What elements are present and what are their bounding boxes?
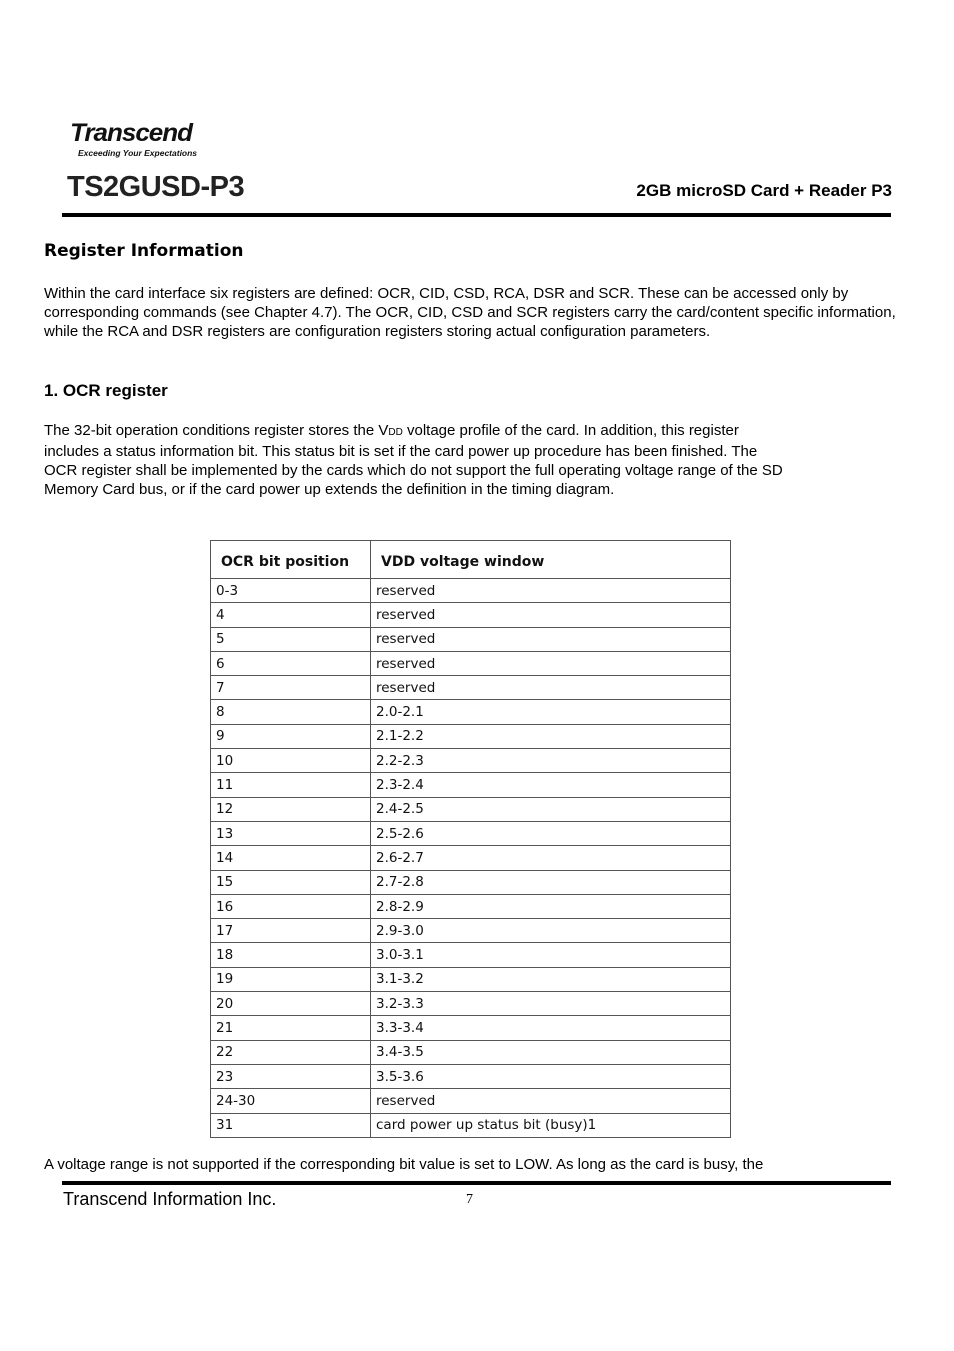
bit-position-cell: 17 bbox=[211, 919, 371, 943]
bit-position-cell: 9 bbox=[211, 724, 371, 748]
voltage-window-cell: 2.8-2.9 bbox=[371, 894, 731, 918]
header-rule bbox=[62, 213, 891, 217]
bit-position-cell: 21 bbox=[211, 1016, 371, 1040]
product-name: 2GB microSD Card + Reader P3 bbox=[636, 181, 892, 200]
bit-position-cell: 22 bbox=[211, 1040, 371, 1064]
voltage-window-cell: 3.4-3.5 bbox=[371, 1040, 731, 1064]
voltage-window-cell: reserved bbox=[371, 1089, 731, 1113]
voltage-window-cell: reserved bbox=[371, 651, 731, 675]
voltage-window-cell: 2.9-3.0 bbox=[371, 919, 731, 943]
voltage-window-cell: 2.3-2.4 bbox=[371, 773, 731, 797]
voltage-window-cell: 2.6-2.7 bbox=[371, 846, 731, 870]
bit-position-cell: 20 bbox=[211, 992, 371, 1016]
table-row bbox=[211, 943, 731, 967]
bit-position-cell: 15 bbox=[211, 870, 371, 894]
voltage-window-cell: reserved bbox=[371, 676, 731, 700]
footer-rule bbox=[62, 1181, 891, 1185]
voltage-window-cell: 2.0-2.1 bbox=[371, 700, 731, 724]
table-row bbox=[211, 870, 731, 894]
ocr-paragraph-end: voltage profile of the card. In addition, this register includes a status information bit. This status bit is set if the card power up procedure has been finished. The OCR register shall be implemented by the cards which do not support the full operating voltage range of the SD Memory Card bus, or if the card power up extends the definition in the timing diagram. bbox=[44, 422, 783, 498]
table-row bbox=[211, 676, 731, 700]
section-title: Register Information bbox=[44, 241, 244, 261]
bit-position-cell: 8 bbox=[211, 700, 371, 724]
table-row bbox=[211, 919, 731, 943]
table-row bbox=[211, 579, 731, 603]
bit-position-cell: 18 bbox=[211, 943, 371, 967]
voltage-window-cell: 2.4-2.5 bbox=[371, 797, 731, 821]
table-row bbox=[211, 967, 731, 991]
ocr-heading: 1. OCR register bbox=[44, 381, 168, 400]
table-row bbox=[211, 992, 731, 1016]
voltage-window-cell: 3.3-3.4 bbox=[371, 1016, 731, 1040]
vdd-subscript: DD bbox=[388, 427, 403, 438]
footer-company: Transcend Information Inc. bbox=[63, 1189, 277, 1209]
bit-position-cell: 16 bbox=[211, 894, 371, 918]
table-row bbox=[211, 627, 731, 651]
column-header-bit-position: OCR bit position bbox=[211, 541, 371, 579]
page-number: 7 bbox=[466, 1192, 473, 1207]
bit-position-cell: 13 bbox=[211, 821, 371, 845]
logo-tagline: Exceeding Your Expectations bbox=[78, 148, 198, 158]
model-number: TS2GUSD-P3 bbox=[67, 171, 245, 203]
bit-position-cell: 7 bbox=[211, 676, 371, 700]
ocr-paragraph-start: The 32-bit operation conditions register stores the V bbox=[44, 422, 389, 439]
voltage-window-cell: 3.5-3.6 bbox=[371, 1064, 731, 1088]
table-row bbox=[211, 846, 731, 870]
bit-position-cell: 12 bbox=[211, 797, 371, 821]
table-row bbox=[211, 1016, 731, 1040]
bit-position-cell: 31 bbox=[211, 1113, 371, 1137]
bit-position-cell: 14 bbox=[211, 846, 371, 870]
voltage-window-cell: 3.2-3.3 bbox=[371, 992, 731, 1016]
ocr-paragraph bbox=[44, 421, 784, 499]
voltage-range-paragraph: A voltage range is not supported if the corresponding bit value is set to LOW. As long as the card is busy, the bbox=[44, 1156, 764, 1173]
column-header-voltage-window: VDD voltage window bbox=[371, 541, 731, 579]
voltage-window-cell: reserved bbox=[371, 627, 731, 651]
table-row bbox=[211, 700, 731, 724]
logo-wordmark: Transcend bbox=[70, 118, 193, 147]
bit-position-cell: 4 bbox=[211, 603, 371, 627]
table-row bbox=[211, 1089, 731, 1113]
voltage-window-cell: reserved bbox=[371, 603, 731, 627]
table-row bbox=[211, 773, 731, 797]
voltage-window-cell: reserved bbox=[371, 579, 731, 603]
voltage-window-cell: card power up status bit (busy)1 bbox=[371, 1113, 731, 1137]
table-row bbox=[211, 749, 731, 773]
transcend-logo bbox=[70, 118, 220, 162]
bit-position-cell: 11 bbox=[211, 773, 371, 797]
table-header-row bbox=[211, 541, 731, 579]
table-row bbox=[211, 724, 731, 748]
bit-position-cell: 19 bbox=[211, 967, 371, 991]
table-row bbox=[211, 821, 731, 845]
ocr-table bbox=[210, 540, 731, 1138]
bit-position-cell: 24-30 bbox=[211, 1089, 371, 1113]
table-row bbox=[211, 797, 731, 821]
voltage-window-cell: 3.0-3.1 bbox=[371, 943, 731, 967]
voltage-window-cell: 2.1-2.2 bbox=[371, 724, 731, 748]
table-row bbox=[211, 603, 731, 627]
intro-paragraph: Within the card interface six registers are defined: OCR, CID, CSD, RCA, DSR and SCR. These can be accessed only by corresponding commands (see Chapter 4.7). The OCR, CID, CSD and SCR registers carry the card/content specific information, while the RCA and DSR registers are configuration registers storing actual configuration parameters. bbox=[44, 285, 896, 340]
voltage-window-cell: 2.2-2.3 bbox=[371, 749, 731, 773]
voltage-window-cell: 2.7-2.8 bbox=[371, 870, 731, 894]
bit-position-cell: 5 bbox=[211, 627, 371, 651]
bit-position-cell: 6 bbox=[211, 651, 371, 675]
table-row bbox=[211, 1040, 731, 1064]
table-row bbox=[211, 894, 731, 918]
table-row bbox=[211, 1113, 731, 1137]
voltage-window-cell: 2.5-2.6 bbox=[371, 821, 731, 845]
bit-position-cell: 23 bbox=[211, 1064, 371, 1088]
bit-position-cell: 10 bbox=[211, 749, 371, 773]
voltage-window-cell: 3.1-3.2 bbox=[371, 967, 731, 991]
table-row bbox=[211, 1064, 731, 1088]
table-row bbox=[211, 651, 731, 675]
bit-position-cell: 0-3 bbox=[211, 579, 371, 603]
